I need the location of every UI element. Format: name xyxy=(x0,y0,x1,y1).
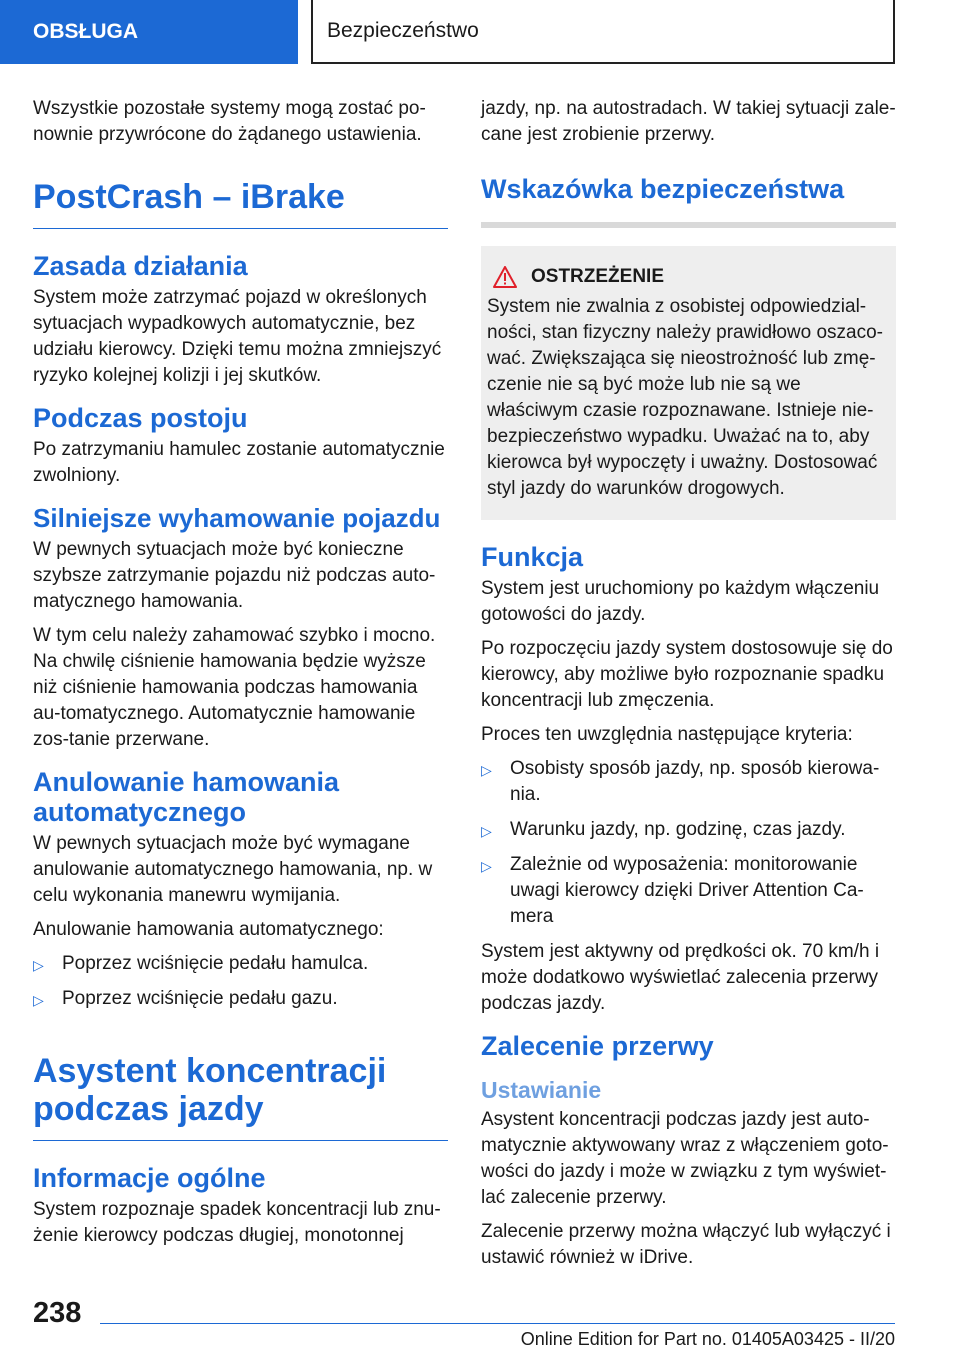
page-number: 238 xyxy=(33,1297,82,1329)
section-tab: OBSŁUGA xyxy=(0,0,298,64)
list-item: ▷ Warunku jazdy, np. godzinę, czas jazdy. xyxy=(481,817,896,843)
list-item: ▷ Poprzez wciśnięcie pedału gazu. xyxy=(33,986,448,1012)
triangle-bullet-icon: ▷ xyxy=(33,992,44,1008)
list-item: ▷ Zależnie od wyposażenia: monitorowanie uwagi kierowcy dzięki Driver Attention Ca-mera xyxy=(481,854,864,927)
warning-title: OSTRZEŻENIE xyxy=(531,266,665,287)
triangle-bullet-icon: ▷ xyxy=(481,762,492,778)
zasada-heading: Zasada działania xyxy=(33,251,248,281)
zasada-paragraph: System może zatrzymać pojazd w określonych sytuacjach wypadkowych automatycznie, bez udziału kierowcy. Dzięki temu można zmniejszyć ryzyko kolejnej kolizji i jej skutków. xyxy=(33,287,442,386)
postoj-heading: Podczas postoju xyxy=(33,403,248,433)
postcrash-heading-block xyxy=(33,178,448,229)
chapter-title: Bezpieczeństwo xyxy=(311,0,895,64)
list-item: ▷ Poprzez wciśnięcie pedału hamulca. xyxy=(33,951,448,977)
triangle-bullet-icon: ▷ xyxy=(481,858,492,874)
anulowanie-paragraph-1: W pewnych sytuacjach może być wymagane anulowanie automatycznego hamowania, np. w celu wykonania manewru wymijania. xyxy=(33,833,433,906)
ustawianie-paragraph-2: Zalecenie przerwy można włączyć lub wyłączyć i ustawić również w iDrive. xyxy=(481,1221,891,1268)
asystent-heading-block xyxy=(33,1052,448,1141)
anulowanie-paragraph-2: Anulowanie hamowania automatycznego: xyxy=(33,919,384,940)
informacje-paragraph: System rozpoznaje spadek koncentracji lub znu-żenie kierowcy podczas długiej, monotonnej xyxy=(33,1199,441,1246)
ustawianie-heading: Ustawianie xyxy=(481,1077,602,1103)
continued-paragraph: jazdy, np. na autostradach. W takiej sytuacji zale-cane jest zrobienie przerwy. xyxy=(481,98,896,145)
edition-note: Online Edition for Part no. 01405A03425 - II/20 xyxy=(520,1329,895,1349)
intro-paragraph: Wszystkie pozostałe systemy mogą zostać po-nownie przywrócone do żądanego ustawienia. xyxy=(33,98,426,145)
safety-heading-block xyxy=(481,174,896,228)
postcrash-heading: PostCrash – iBrake xyxy=(33,178,345,216)
funkcja-paragraph-1: System jest uruchomiony po każdym włączeniu gotowości do jazdy. xyxy=(481,578,880,625)
right-column xyxy=(481,96,896,1279)
postoj-paragraph: Po zatrzymaniu hamulec zostanie automatycznie zwolniony. xyxy=(33,439,445,486)
funkcja-list xyxy=(481,756,896,930)
funkcja-paragraph-3: Proces ten uwzględnia następujące kryteria: xyxy=(481,724,853,745)
funkcja-paragraph-4: System jest aktywny od prędkości ok. 70 km/h i może dodatkowo wyświetlać zalecenia przerwy podczas jazdy. xyxy=(481,941,880,1014)
silniejsze-paragraph-1: W pewnych sytuacjach może być konieczne szybsze zatrzymanie pojazdu niż podczas auto-matycznego hamowania. xyxy=(33,539,436,612)
warning-triangle-icon xyxy=(493,266,517,288)
triangle-bullet-icon: ▷ xyxy=(481,823,492,839)
triangle-bullet-icon: ▷ xyxy=(33,957,44,973)
funkcja-paragraph-2: Po rozpoczęciu jazdy system dostosowuje się do kierowcy, aby możliwe było rozpoznanie spadku koncentracji lub zmęczenia. xyxy=(481,638,893,711)
ustawianie-paragraph-1: Asystent koncentracji podczas jazdy jest auto-matycznie aktywowany wraz z włączeniem goto-wości do jazdy i może w związku z tym wyświet-lać zalecenie przerwy. xyxy=(481,1109,889,1208)
zalecenie-heading: Zalecenie przerwy xyxy=(481,1031,714,1061)
warning-text: System nie zwalnia z osobistej odpowiedzial-ności, stan fizyczny należy prawidłowo oszaco-wać. Zwiększająca się nieostrożność lub zmę-czenie nie są być może lub nie są we właściwym czasie rozpoznawane. Istnieje nie-bezpieczeństwo wypadku. Uważać na to, aby kierowca był wypoczęty i uważny. Dostosować styl jazdy do warunków drogowych. xyxy=(487,296,884,499)
silniejsze-heading: Silniejsze wyhamowanie pojazdu xyxy=(33,503,441,533)
safety-heading: Wskazówka bezpieczeństwa xyxy=(481,174,845,204)
silniejsze-paragraph-2: W tym celu należy zahamować szybko i mocno. Na chwilę ciśnienie hamowania będzie wyższe niż ciśnienie hamowania podczas hamowania au-tomatycznego. Automatycznie hamowanie zos-tanie przerwane. xyxy=(33,625,436,750)
left-column xyxy=(33,96,448,1257)
asystent-heading: Asystent koncentracji podczas jazdy xyxy=(33,1052,387,1128)
informacje-heading: Informacje ogólne xyxy=(33,1163,266,1193)
warning-header xyxy=(487,266,890,288)
funkcja-heading: Funkcja xyxy=(481,542,584,572)
anulowanie-heading: Anulowanie hamowania automatycznego xyxy=(33,767,340,827)
warning-box xyxy=(481,246,896,520)
list-item: ▷ Osobisty sposób jazdy, np. sposób kierowa-nia. xyxy=(481,758,880,805)
footer-divider xyxy=(100,1323,895,1324)
anulowanie-list xyxy=(33,951,448,1012)
